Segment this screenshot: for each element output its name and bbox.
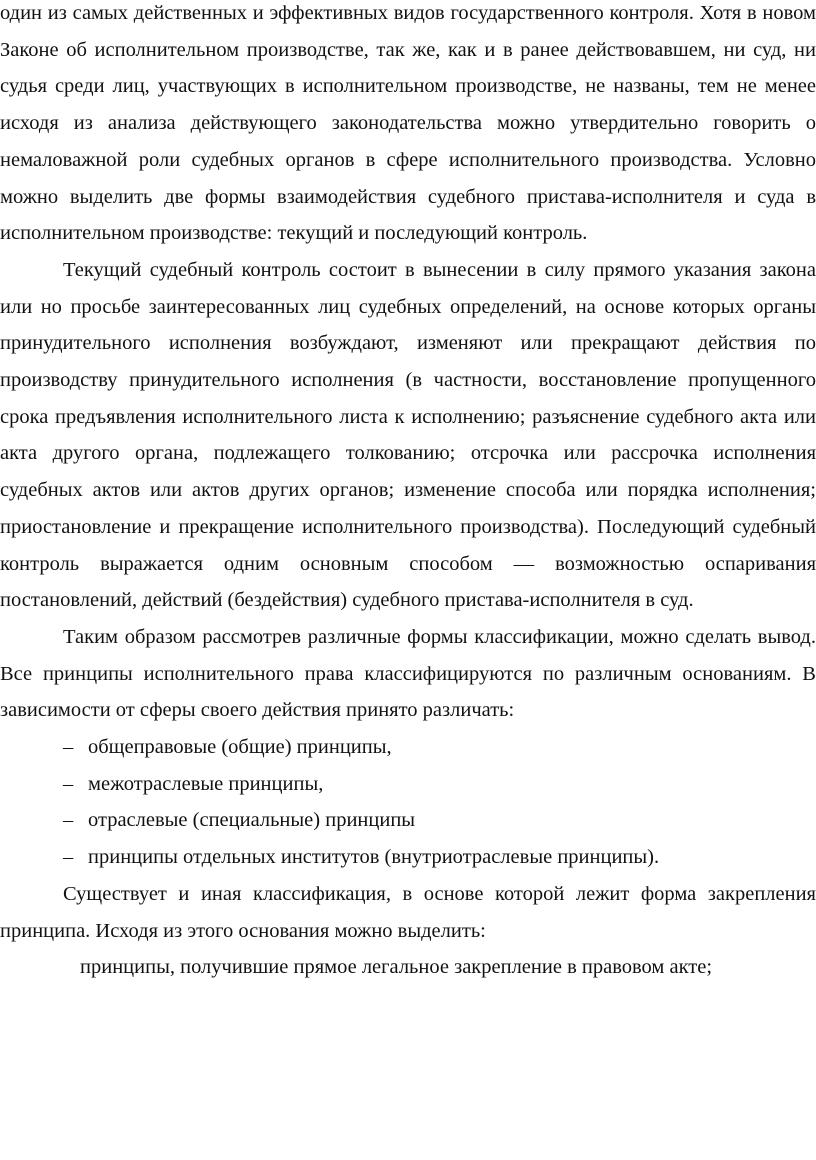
bullet-dash: –: [63, 736, 74, 759]
paragraph-last-line: принципы, получившие прямое легальное закрепление в правовом акте;: [80, 956, 713, 979]
paragraph-other-classification: Существует и иная классификация, в основе которой лежит форма закрепления принципа. Исходя из этого основания можно выделить:: [0, 882, 816, 942]
list-item: [0, 839, 816, 876]
bullet-dash: –: [63, 846, 74, 869]
principles-list: [0, 729, 816, 876]
list-item-text: общеправовые (общие) принципы,: [88, 736, 392, 759]
list-item-text: отраслевые (специальные) принципы: [88, 809, 416, 832]
list-item: [0, 802, 816, 839]
paragraph-continuation: один из самых действенных и эффективных видов государственного контроля. Хотя в новом Законе об исполнительном производстве, так же, как и в ранее действовавшем, ни суд, ни судья среди лиц, участвующих в исполнительном производстве, не названы, тем не менее исходя из анализа действующего законодательства можно утвердительно говорить о немаловажной роли судебных органов в сфере исполнительного производства. Условно можно выделить две формы взаимодействия судебного пристава-исполнителя и суда в исполнительном производстве: текущий и последующий контроль.: [0, 2, 816, 245]
list-item: [0, 766, 816, 803]
paragraph-classification-conclusion: Таким образом рассмотрев различные формы классификации, можно сделать вывод. Все принципы исполнительного права классифицируются по различным основаниям. В зависимости от сферы своего действия принято различать:: [0, 625, 816, 722]
bullet-dash: –: [63, 809, 74, 832]
list-item-text: принципы отдельных институтов (внутриотраслевые принципы).: [88, 846, 660, 869]
list-item-text: межотраслевые принципы,: [88, 772, 324, 795]
paragraph-current-control: Текущий судебный контроль состоит в вынесении в силу прямого указания закона или но просьбе заинтересованных лиц судебных определений, на основе которых органы принудительного исполнения возбуждают, изменяют или прекращают действия по производству принудительного исполнения (в частности, восстановление пропущенного срока предъявления исполнительного листа к исполнению; разъяснение судебного акта или акта другого органа, подлежащего толкованию; отсрочка или рассрочка исполнения судебных актов или актов других органов; изменение способа или порядка исполнения; приостановление и прекращение исполнительного производства). Последующий судебный контроль выражается одним основным способом — возможностью оспаривания постановлений, действий (бездействия) судебного пристава-исполнителя в суд.: [0, 258, 816, 612]
bullet-dash: –: [63, 772, 74, 795]
list-item: [0, 729, 816, 766]
